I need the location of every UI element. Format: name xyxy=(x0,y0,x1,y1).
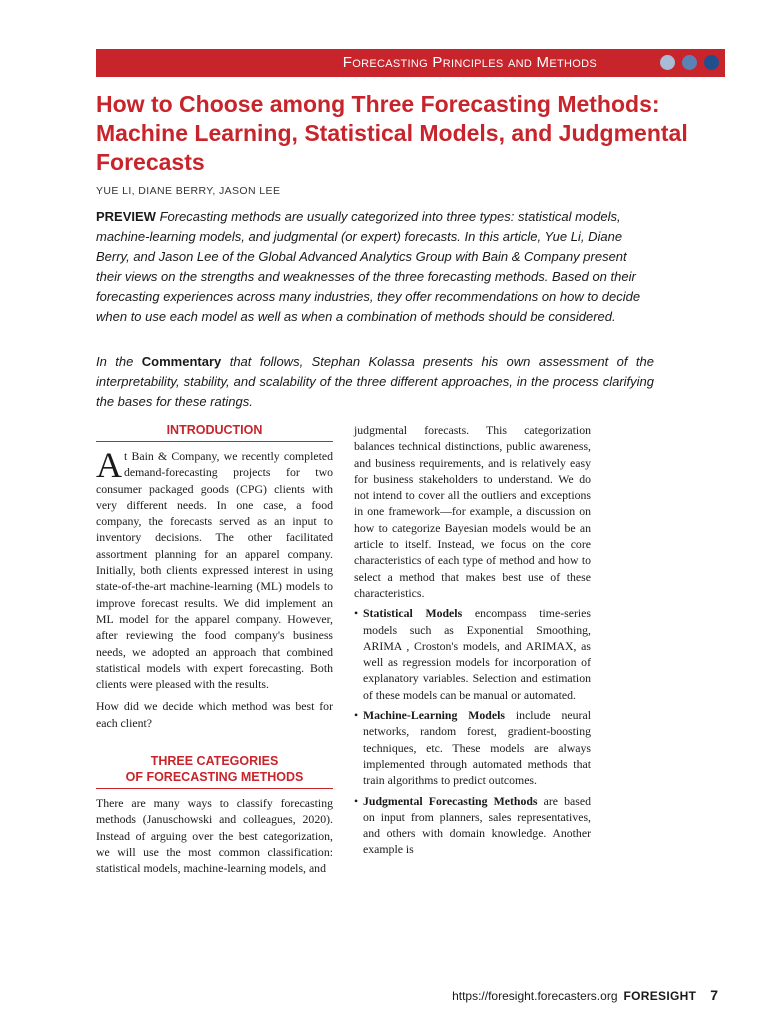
intro-heading: INTRODUCTION xyxy=(96,422,333,442)
intro-paragraph-1-text: t Bain & Company, we recently completed demand-forecasting projects for two consumer packaged goods (CPG) clients with very different needs. In one case, a food company, the forecasts served as an input to inventory decisions. The other facilitated assortment planning for an apparel company. Initially, both clients expressed interest in using state-of-the-art machine-learning (ML) models to improve forecast results. We did implement an ML model for the apparel company. However, after reviewing the food company's business needs, we adopted an approach that combined statistical models with expert forecasting. Both clients were pleased with the results. xyxy=(96,449,333,692)
right-column xyxy=(354,422,591,862)
bullet-text: are based on input from planners, sales representatives, and others with domain knowledge. Another example is xyxy=(363,793,591,857)
article-title: How to Choose among Three Forecasting Methods: Machine Learning, Statistical Models, and Judgmental Forecasts xyxy=(96,91,688,175)
categories-heading xyxy=(96,753,333,789)
dot-medium xyxy=(682,55,697,70)
section-header-bar xyxy=(96,49,725,77)
drop-cap: A xyxy=(96,445,122,485)
bullet-judgmental-methods xyxy=(354,793,591,858)
bullet-machine-learning-models xyxy=(354,707,591,788)
footer-url[interactable]: https://foresight.forecasters.org xyxy=(452,989,618,1003)
preview-abstract xyxy=(96,207,654,327)
commentary-post: that follows, Stephan Kolassa presents his own assessment of the interpretability, stability, and scalability of the three different approaches, in the process clarifying the bases for these ratings. xyxy=(96,354,654,409)
categories-heading-line1: THREE CATEGORIES xyxy=(150,754,279,769)
categories-heading-line2: OF FORECASTING METHODS xyxy=(125,770,304,785)
article-authors: YUE LI, DIANE BERRY, JASON LEE xyxy=(96,185,281,197)
page-number: 7 xyxy=(710,987,718,1003)
commentary-pre: In the xyxy=(96,354,142,369)
bullet-term: Statistical Models xyxy=(363,606,463,621)
preview-text: Forecasting methods are usually categorized into three types: statistical models, machine-learning models, and judgmental (or expert) forecasts. In this article, Yue Li, Diane Berry, and Jason Lee of the Global Advanced Analytics Group with Bain & Company present their views on the strengths and weaknesses of the three forecasting methods. Based on their forecasting experiences across many industries, they offer recommendations on how to decide when to use each model as well as when a combination of methods should be considered. xyxy=(96,209,641,324)
dot-light xyxy=(660,55,675,70)
page-footer xyxy=(452,987,718,1003)
bullet-text: include neural networks, random forest, gradient-boosting techniques, etc. These models are always implemented through automated methods that train algorithms to predict outcomes. xyxy=(363,708,591,788)
dot-dark xyxy=(704,55,719,70)
categories-paragraph-1: There are many ways to classify forecasting methods (Januschowski and colleagues, 2020). Instead of arguing over the best categorization, we will use the most common classification: statistical models, machine-learning models, and xyxy=(96,796,333,876)
method-bullet-list xyxy=(354,605,591,857)
footer-brand: FORESIGHT xyxy=(623,989,697,1003)
bullet-statistical-models xyxy=(354,605,591,703)
bullet-term: Judgmental Forecasting Methods xyxy=(363,793,538,808)
section-label: Forecasting Principles and Methods xyxy=(342,54,597,71)
header-dots xyxy=(660,55,719,70)
bullet-text: encompass time-series models such as Exponential Smoothing, ARIMA , Croston's models, and ARIMAX, as well as regression models for incorporation of explanatory variables. Selection and estimation of these models can be manual or automated. xyxy=(363,606,592,702)
intro-paragraph-1 xyxy=(96,445,333,692)
left-column xyxy=(96,422,333,877)
bullet-term: Machine-Learning Models xyxy=(363,708,505,723)
intro-paragraph-2: How did we decide which method was best for each client? xyxy=(96,699,333,730)
preview-label: PREVIEW xyxy=(96,209,156,224)
right-paragraph-1: judgmental forecasts. This categorization balances technical distinctions, public awareness, and business requirements, and is relatively easy for business stakeholders to understand. We do not intend to cover all the outliers and exceptions in one framework—for example, a discussion on how to categorize Bayesian models would be an article to itself. Instead, we focus on the core characteristics of each type of method and how to select a method that makes best use of these characteristics. xyxy=(354,423,591,600)
commentary-em: Commentary xyxy=(141,354,222,369)
commentary-note xyxy=(96,352,654,412)
